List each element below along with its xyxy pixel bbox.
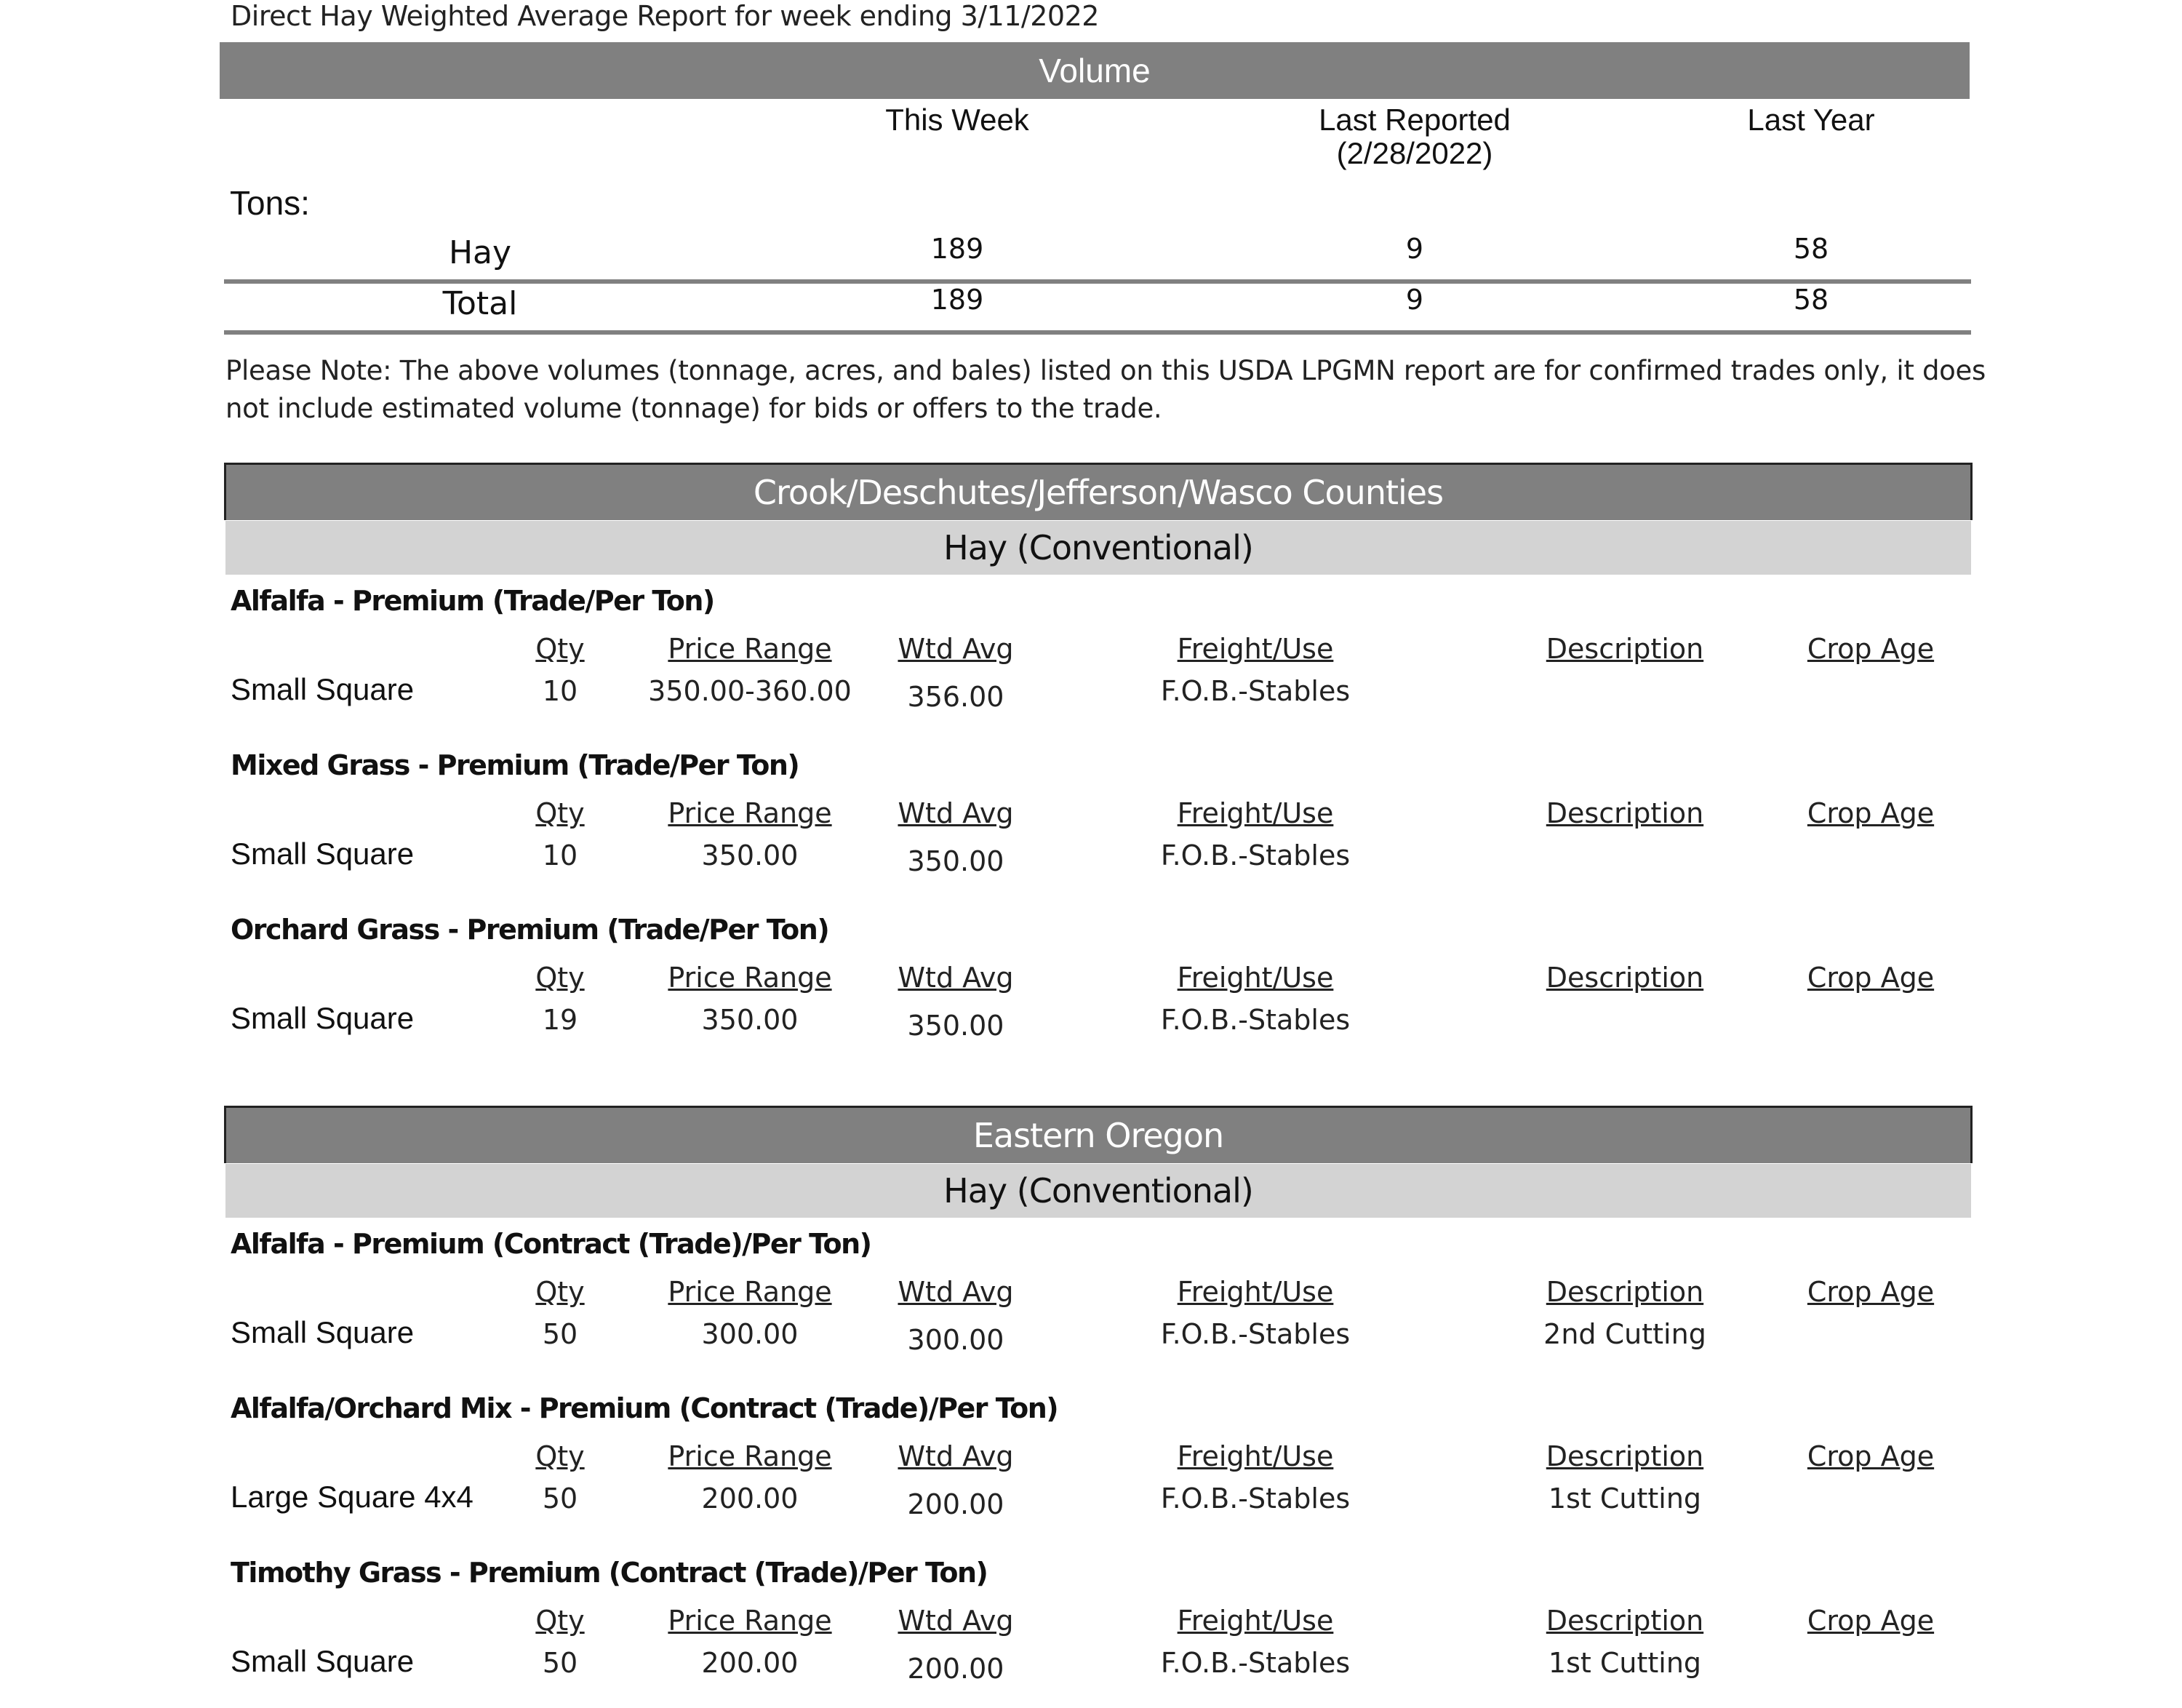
volume-row-label-total: Total: [442, 285, 518, 322]
column-header-wtd-avg: Wtd Avg: [898, 1440, 1014, 1472]
category-header: Hay (Conventional): [225, 1164, 1971, 1218]
column-header-freight-use: Freight/Use: [1177, 962, 1334, 994]
region-header: Eastern Oregon: [224, 1106, 1973, 1163]
column-header-description: Description: [1546, 1440, 1704, 1472]
item-title: Timothy Grass - Premium (Contract (Trade)/Per Ton): [231, 1557, 988, 1589]
column-header-wtd-avg: Wtd Avg: [898, 1605, 1014, 1637]
column-header-description: Description: [1546, 633, 1704, 665]
cell-qty: 10: [542, 839, 578, 871]
item-title: Alfalfa/Orchard Mix - Premium (Contract (Trade)/Per Ton): [231, 1392, 1058, 1424]
column-header-freight-use: Freight/Use: [1177, 1440, 1334, 1472]
column-header-description: Description: [1546, 1605, 1704, 1637]
item-title: Alfalfa - Premium (Trade/Per Ton): [231, 585, 714, 617]
column-header-qty: Qty: [535, 962, 585, 994]
column-header-price-range: Price Range: [668, 962, 832, 994]
cell-wtd-avg: 200.00: [907, 1488, 1004, 1520]
col-last-year: Last Year: [1747, 103, 1875, 137]
cell-freight-use: F.O.B.-Stables: [1160, 1004, 1351, 1036]
volume-total-last-year: 58: [1793, 284, 1829, 316]
volume-hay-this-week: 189: [930, 233, 984, 265]
volume-bottom-rule: [224, 330, 1971, 335]
column-header-qty: Qty: [535, 1440, 585, 1472]
column-header-wtd-avg: Wtd Avg: [898, 797, 1014, 829]
col-this-week: This Week: [885, 103, 1029, 137]
package-type: Small Square: [231, 837, 415, 871]
package-type: Small Square: [231, 1001, 415, 1035]
volume-hay-last-reported: 9: [1405, 233, 1424, 265]
region-header: Crook/Deschutes/Jefferson/Wasco Counties: [224, 463, 1973, 520]
cell-freight-use: F.O.B.-Stables: [1160, 839, 1351, 871]
column-header-freight-use: Freight/Use: [1177, 633, 1334, 665]
column-header-price-range: Price Range: [668, 1440, 832, 1472]
item-title: Mixed Grass - Premium (Trade/Per Ton): [231, 749, 799, 781]
column-header-crop-age: Crop Age: [1807, 1605, 1935, 1637]
volume-total-last-reported: 9: [1405, 284, 1424, 316]
column-header-description: Description: [1546, 1276, 1704, 1308]
cell-price-range: 200.00: [701, 1647, 799, 1679]
cell-wtd-avg: 350.00: [907, 1010, 1004, 1042]
package-type: Small Square: [231, 1644, 415, 1678]
cell-wtd-avg: 300.00: [907, 1324, 1004, 1356]
column-header-qty: Qty: [535, 797, 585, 829]
volume-row-label-hay: Hay: [448, 234, 512, 271]
tons-label: Tons:: [230, 184, 310, 222]
column-header-crop-age: Crop Age: [1807, 962, 1935, 994]
category-header: Hay (Conventional): [225, 521, 1971, 575]
column-header-wtd-avg: Wtd Avg: [898, 1276, 1014, 1308]
column-header-price-range: Price Range: [668, 797, 832, 829]
cell-wtd-avg: 200.00: [907, 1653, 1004, 1685]
volume-total-this-week: 189: [930, 284, 984, 316]
column-header-crop-age: Crop Age: [1807, 633, 1935, 665]
cell-description: 2nd Cutting: [1543, 1318, 1706, 1350]
column-header-price-range: Price Range: [668, 633, 832, 665]
cell-freight-use: F.O.B.-Stables: [1160, 1647, 1351, 1679]
package-type: Small Square: [231, 672, 415, 706]
column-header-crop-age: Crop Age: [1807, 797, 1935, 829]
column-header-price-range: Price Range: [668, 1605, 832, 1637]
cell-qty: 10: [542, 675, 578, 707]
column-header-price-range: Price Range: [668, 1276, 832, 1308]
cell-qty: 19: [542, 1004, 578, 1036]
col-last-reported-date: (2/28/2022): [1336, 136, 1493, 170]
column-header-qty: Qty: [535, 633, 585, 665]
column-header-crop-age: Crop Age: [1807, 1276, 1935, 1308]
cell-qty: 50: [542, 1647, 578, 1679]
cell-description: 1st Cutting: [1548, 1482, 1702, 1515]
cell-price-range: 350.00-360.00: [648, 675, 852, 707]
cell-qty: 50: [542, 1482, 578, 1515]
cell-freight-use: F.O.B.-Stables: [1160, 1482, 1351, 1515]
column-header-wtd-avg: Wtd Avg: [898, 633, 1014, 665]
cell-price-range: 200.00: [701, 1482, 799, 1515]
item-title: Alfalfa - Premium (Contract (Trade)/Per Ton): [231, 1228, 871, 1260]
volume-header: Volume: [220, 42, 1970, 99]
volume-note: Please Note: The above volumes (tonnage, acres, and bales) listed on this USDA LPGMN report are for confirmed trades only, it does not include estimated volume (tonnage) for bids or offers to the trade.: [225, 355, 1986, 424]
cell-price-range: 300.00: [701, 1318, 799, 1350]
column-header-description: Description: [1546, 797, 1704, 829]
report-title: Direct Hay Weighted Average Report for week ending 3/11/2022: [231, 0, 1099, 32]
column-header-freight-use: Freight/Use: [1177, 1276, 1334, 1308]
cell-freight-use: F.O.B.-Stables: [1160, 1318, 1351, 1350]
cell-freight-use: F.O.B.-Stables: [1160, 675, 1351, 707]
cell-wtd-avg: 350.00: [907, 845, 1004, 877]
item-title: Orchard Grass - Premium (Trade/Per Ton): [231, 914, 829, 946]
column-header-qty: Qty: [535, 1605, 585, 1637]
volume-hay-last-year: 58: [1793, 233, 1829, 265]
column-header-crop-age: Crop Age: [1807, 1440, 1935, 1472]
col-last-reported: Last Reported: [1319, 103, 1511, 137]
package-type: Small Square: [231, 1315, 415, 1349]
cell-price-range: 350.00: [701, 1004, 799, 1036]
cell-qty: 50: [542, 1318, 578, 1350]
column-header-freight-use: Freight/Use: [1177, 1605, 1334, 1637]
cell-description: 1st Cutting: [1548, 1647, 1702, 1679]
column-header-qty: Qty: [535, 1276, 585, 1308]
column-header-freight-use: Freight/Use: [1177, 797, 1334, 829]
cell-wtd-avg: 356.00: [907, 681, 1004, 713]
column-header-description: Description: [1546, 962, 1704, 994]
package-type: Large Square 4x4: [231, 1480, 473, 1514]
column-header-wtd-avg: Wtd Avg: [898, 962, 1014, 994]
cell-price-range: 350.00: [701, 839, 799, 871]
